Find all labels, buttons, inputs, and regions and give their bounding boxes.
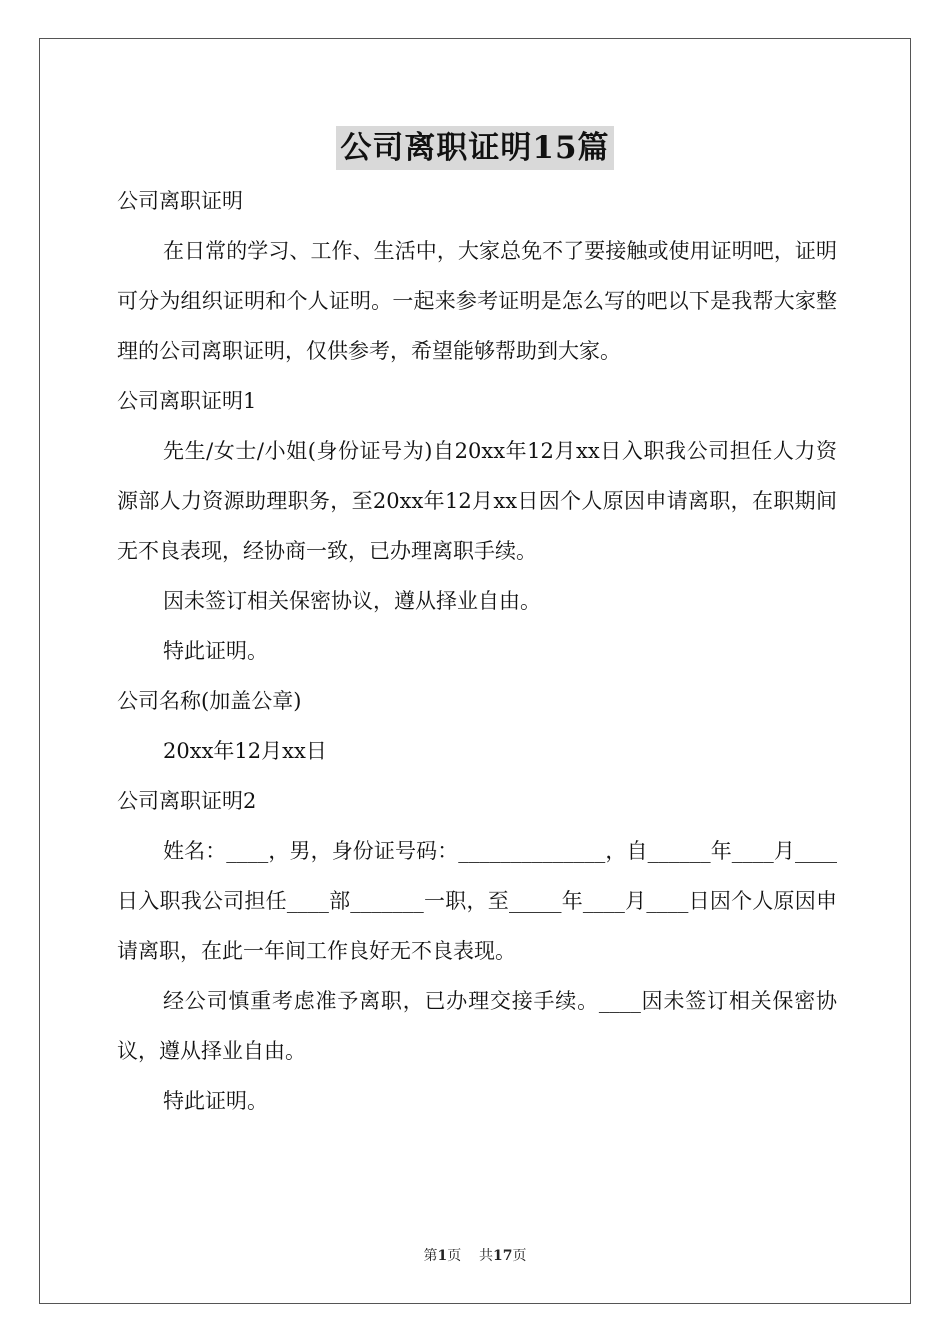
body-paragraph: 先生/女士/小姐(身份证号为)自20xx年12月xx日入职我公司担任人力资源部人力资源助理职务，至20xx年12月xx日因个人原因申请离职，在职期间无不良表现，经协商一致，已办理离职手续。 [117, 439, 837, 563]
document-title: 公司离职证明15篇 [336, 126, 613, 170]
page-prefix: 第 [423, 1248, 438, 1264]
section-heading: 公司离职证明2 [117, 789, 257, 813]
page-number: 1 [437, 1248, 448, 1264]
body-paragraph: 因未签订相关保密协议，遵从择业自由。 [163, 589, 541, 613]
company-signature: 公司名称(加盖公章) [117, 689, 302, 713]
date-line: 20xx年12月xx日 [163, 739, 327, 763]
total-prefix: 共 [479, 1248, 494, 1264]
body-paragraph: 姓名：____，男，身份证号码：______________，自______年____月____日入职我公司担任____部_______一职，至_____年____月____日因个人原因申请离职，在此一年间工作良好无不良表现。 [117, 839, 837, 963]
page-footer [0, 1245, 950, 1265]
total-pages: 17 [493, 1248, 513, 1264]
section-heading: 公司离职证明 [117, 189, 243, 213]
section-heading: 公司离职证明1 [117, 389, 257, 413]
title-container [0, 126, 950, 170]
page-suffix: 页 [447, 1248, 462, 1264]
document-body [117, 176, 837, 1126]
total-suffix: 页 [512, 1248, 527, 1264]
body-paragraph: 经公司慎重考虑准予离职，已办理交接手续。____因未签订相关保密协议，遵从择业自由。 [117, 989, 837, 1063]
closing-line: 特此证明。 [163, 1089, 268, 1113]
closing-line: 特此证明。 [163, 639, 268, 663]
body-paragraph: 在日常的学习、工作、生活中，大家总免不了要接触或使用证明吧，证明可分为组织证明和个人证明。一起来参考证明是怎么写的吧以下是我帮大家整理的公司离职证明，仅供参考，希望能够帮助到大家。 [117, 239, 837, 363]
